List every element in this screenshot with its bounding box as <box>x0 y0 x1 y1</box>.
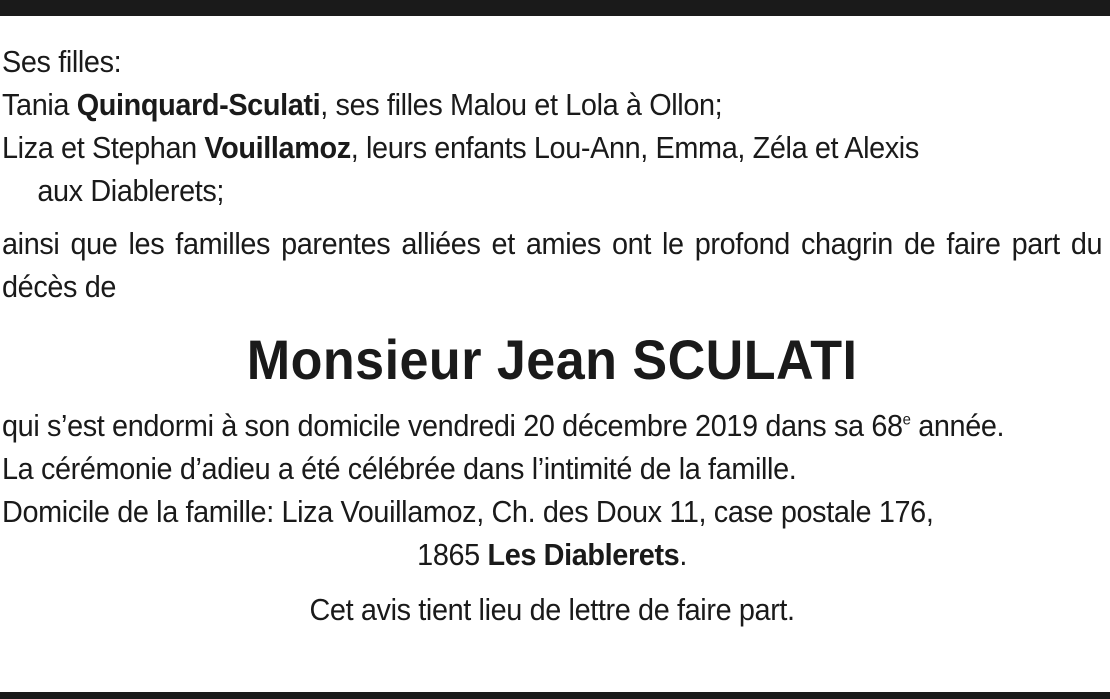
family-line-liza <box>2 126 1102 169</box>
domicile-end: . <box>679 537 688 572</box>
closing-note: Cet avis tient lieu de lettre de faire part. <box>309 592 795 627</box>
bottom-border-rule <box>0 692 1110 699</box>
death-details <box>2 404 1102 447</box>
family-line-tania-post: , ses filles Malou et Lola à Ollon; <box>320 87 723 122</box>
family-line-liza-post: , leurs enfants Lou-Ann, Emma, Zéla et Alexis <box>350 130 919 165</box>
deceased-name: Monsieur Jean SCULATI <box>246 328 858 391</box>
death-notice <box>2 40 1102 631</box>
domicile-zip: 1865 <box>417 537 488 572</box>
surname-quinquard-sculati: Quinquard-Sculati <box>76 87 321 122</box>
surname-vouillamoz: Vouillamoz <box>204 130 351 165</box>
family-line-tania <box>2 83 1102 126</box>
top-border-rule <box>0 0 1110 16</box>
death-details-text: qui s’est endormi à son domicile vendredi 20 décembre 2019 dans sa 68 <box>2 408 903 443</box>
ordinal-suffix: e <box>902 411 911 429</box>
domicile-town-line <box>2 533 1102 576</box>
family-line-liza-pre: Liza et Stephan <box>2 130 205 165</box>
family-line-tania-pre: Tania <box>2 87 77 122</box>
announcement-text: ainsi que les familles parentes alliées et amies ont le profond chagrin de faire part du décès de <box>2 226 1103 304</box>
domicile-town: Les Diablerets <box>487 537 680 572</box>
family-line-liza-continuation: aux Diablerets; <box>37 173 225 208</box>
death-details-end: année. <box>910 408 1005 443</box>
domicile-line: Domicile de la famille: Liza Vouillamoz, Ch. des Doux 11, case postale 176, <box>2 494 934 529</box>
ceremony-text: La cérémonie d’adieu a été célébrée dans l’intimité de la famille. <box>2 451 797 486</box>
intro-heading: Ses filles: <box>2 44 122 79</box>
